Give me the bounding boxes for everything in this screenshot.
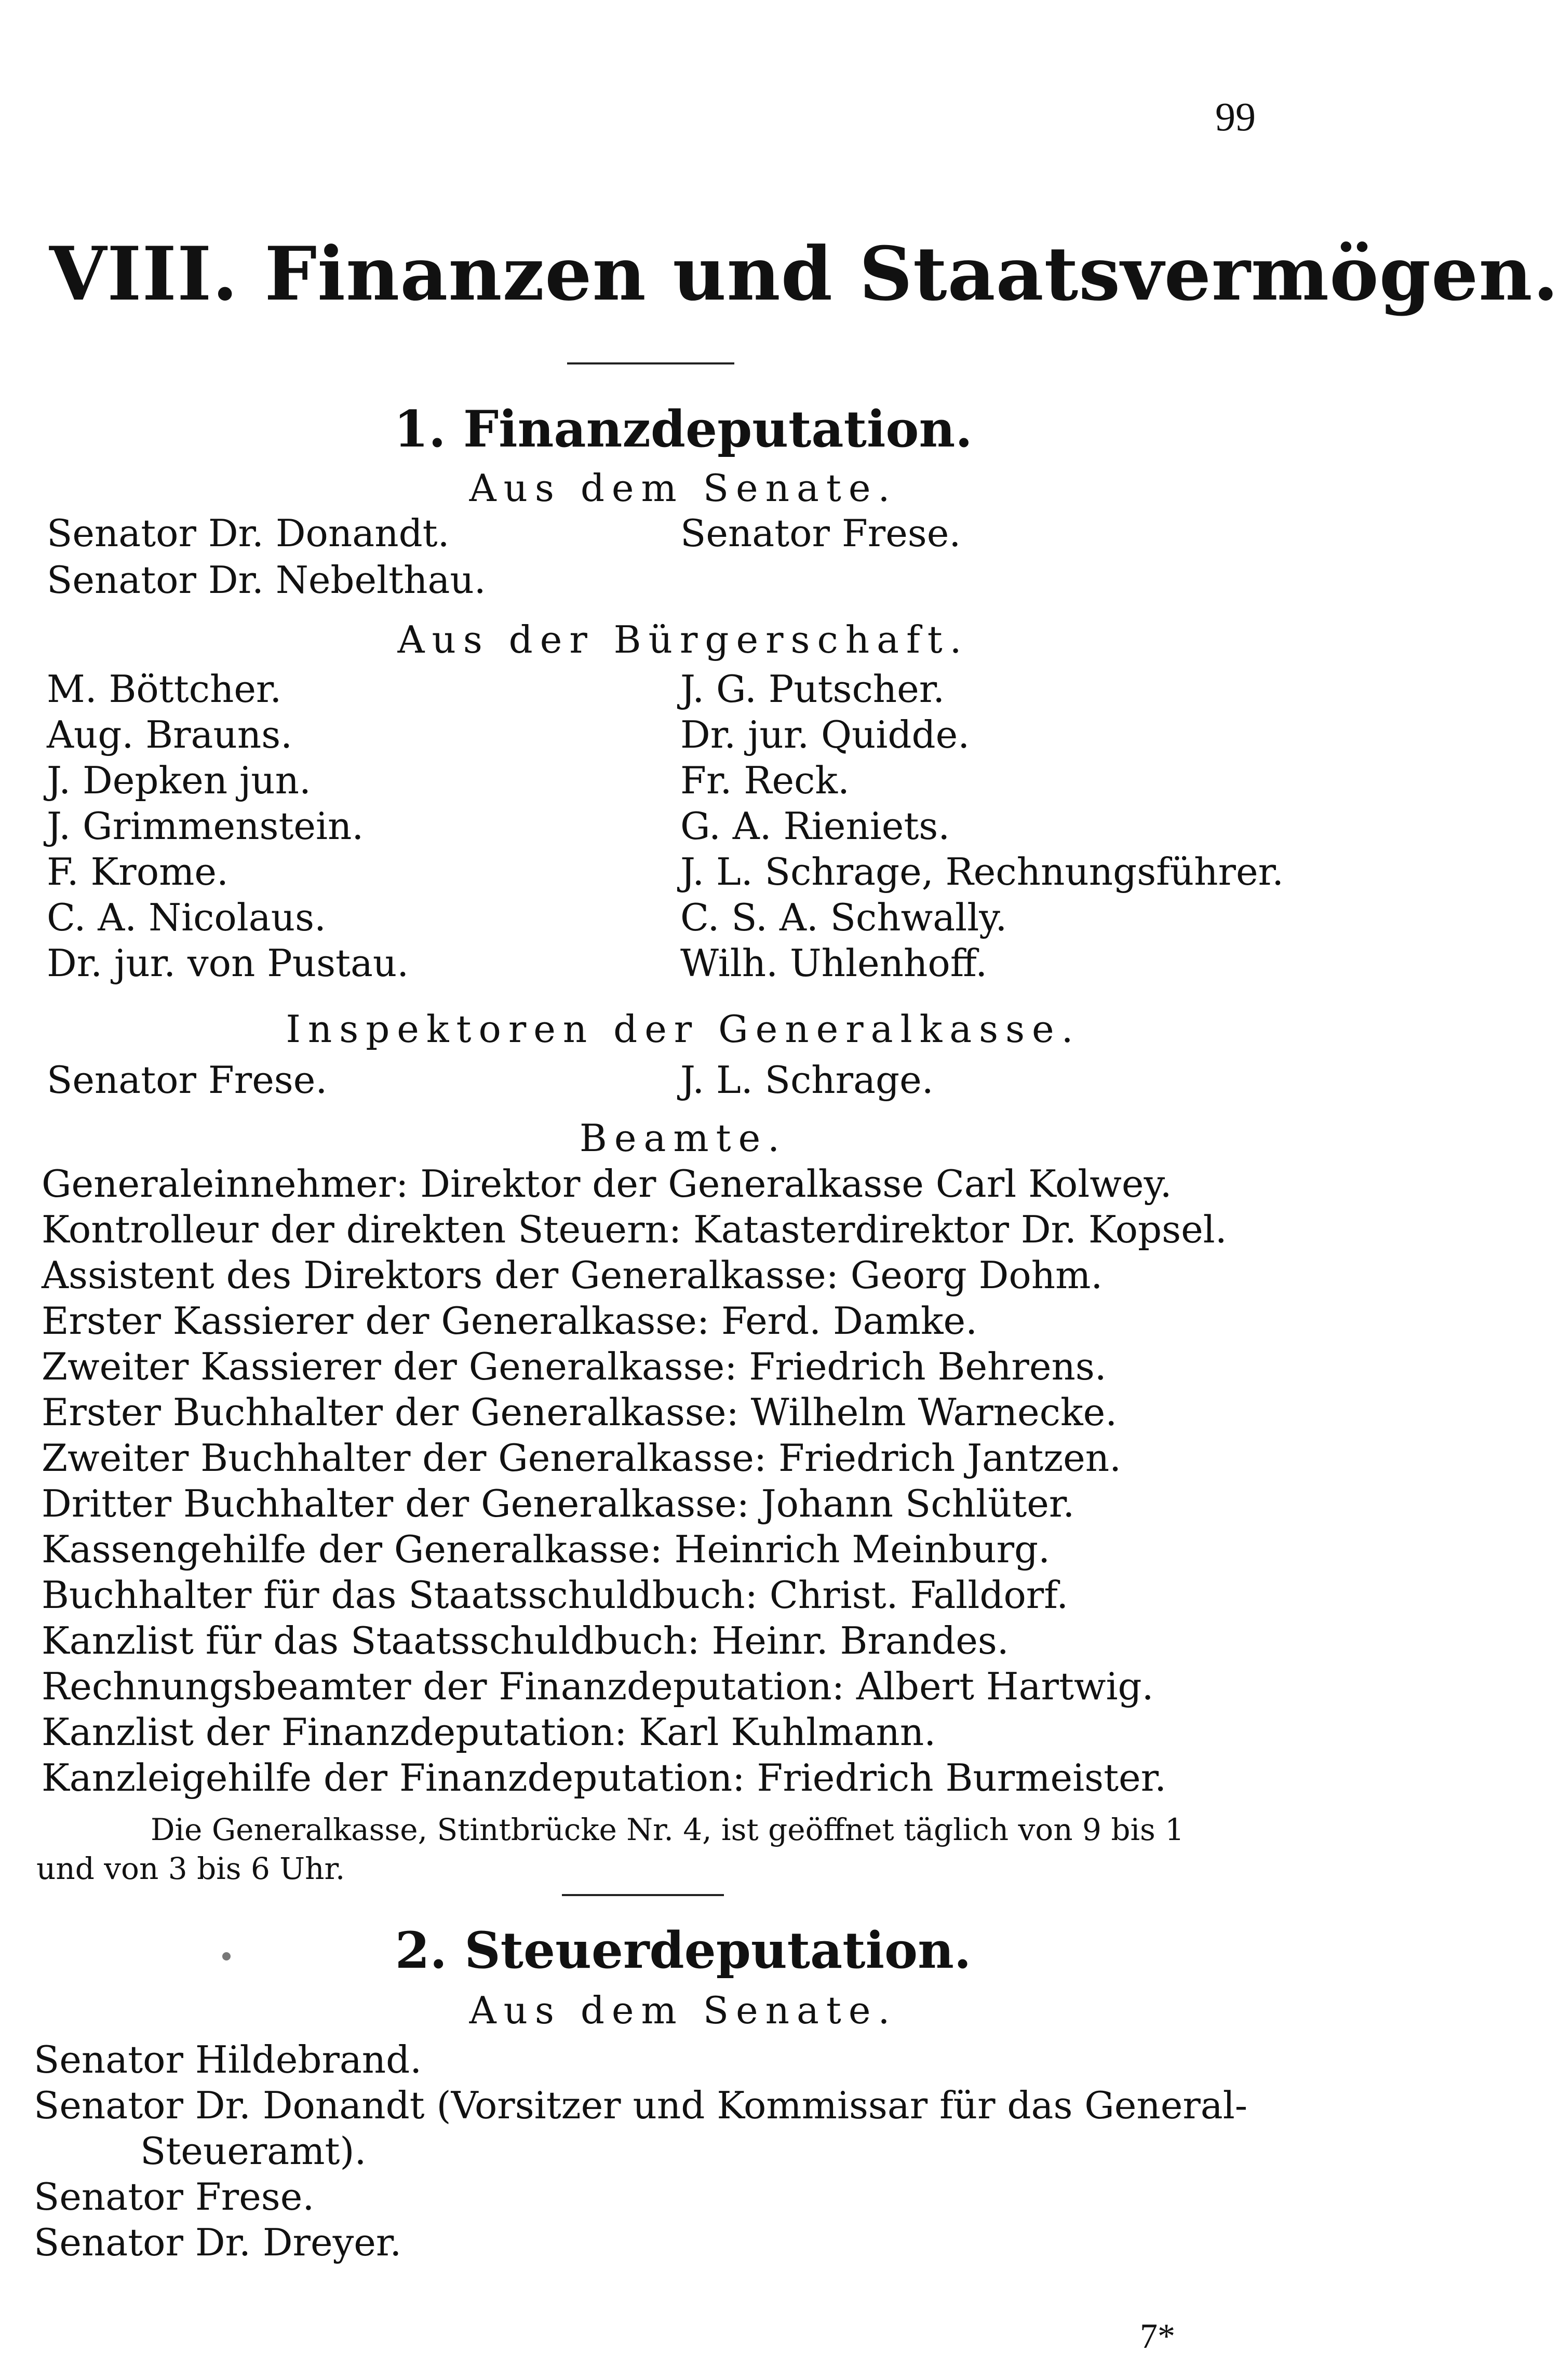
citizen-member: M. Böttcher. xyxy=(47,667,282,711)
official-entry: Kanzleigehilfe der Finanzdeputation: Friedrich Burmeister. xyxy=(42,1756,1167,1800)
senate-member: Senator Dr. Donandt. xyxy=(47,511,450,555)
official-entry: Erster Kassierer der Generalkasse: Ferd. Damke. xyxy=(42,1299,978,1343)
signature-mark: 7* xyxy=(1140,2316,1175,2356)
section1-citizens-heading: Aus der Bürgerschaft. xyxy=(397,618,969,661)
section1-officials-heading: Beamte. xyxy=(579,1116,787,1160)
chapter-title: VIII. Finanzen und Staatsvermögen. xyxy=(49,231,1559,317)
citizen-member: J. G. Putscher. xyxy=(680,667,945,711)
citizen-member: Aug. Brauns. xyxy=(47,713,293,756)
official-entry: Zweiter Kassierer der Generalkasse: Friedrich Behrens. xyxy=(42,1345,1107,1388)
section-divider xyxy=(562,1894,724,1896)
citizen-member: G. A. Rieniets. xyxy=(680,804,950,848)
official-entry: Kanzlist der Finanzdeputation: Karl Kuhlmann. xyxy=(42,1710,936,1754)
section2-heading: 2. Steuerdeputation. xyxy=(395,1921,972,1980)
official-entry: Generaleinnehmer: Direktor der Generalkasse Carl Kolwey. xyxy=(42,1162,1172,1206)
inspector-member: J. L. Schrage. xyxy=(680,1058,934,1102)
citizen-member: Fr. Reck. xyxy=(680,759,850,802)
section2-senate-heading: Aus dem Senate. xyxy=(469,1989,897,2032)
section1-heading: 1. Finanzdeputation. xyxy=(394,400,973,458)
opening-hours-note-continued: und von 3 bis 6 Uhr. xyxy=(36,1851,345,1886)
citizen-member: Wilh. Uhlenhoff. xyxy=(680,941,988,985)
official-entry: Erster Buchhalter der Generalkasse: Wilhelm Warnecke. xyxy=(42,1390,1118,1434)
official-entry: Rechnungsbeamter der Finanzdeputation: Albert Hartwig. xyxy=(42,1665,1154,1708)
citizen-member: F. Krome. xyxy=(47,850,229,894)
official-entry: Buchhalter für das Staatsschuldbuch: Christ. Falldorf. xyxy=(42,1573,1069,1617)
citizen-member: Dr. jur. von Pustau. xyxy=(47,941,409,985)
section1-senate-heading: Aus dem Senate. xyxy=(469,466,897,510)
section1-inspectors-heading: Inspektoren der Generalkasse. xyxy=(286,1007,1081,1051)
senate-member: Senator Dr. Nebelthau. xyxy=(47,558,486,602)
citizen-member: J. Depken jun. xyxy=(47,759,311,802)
page-number: 99 xyxy=(1215,94,1256,139)
official-entry: Kontrolleur der direkten Steuern: Katasterdirektor Dr. Kopsel. xyxy=(42,1208,1227,1251)
official-entry: Zweiter Buchhalter der Generalkasse: Friedrich Jantzen. xyxy=(42,1436,1121,1480)
official-entry: Dritter Buchhalter der Generalkasse: Johann Schlüter. xyxy=(42,1482,1075,1525)
citizen-member: J. Grimmenstein. xyxy=(47,804,364,848)
official-entry: Assistent des Direktors der Generalkasse: Georg Dohm. xyxy=(42,1253,1103,1297)
senate-member: Senator Frese. xyxy=(680,511,961,555)
steuer-member: Senator Frese. xyxy=(34,2175,315,2219)
citizen-member: C. S. A. Schwally. xyxy=(680,896,1007,939)
steuer-member: Senator Dr. Donandt (Vorsitzer und Kommissar für das General- xyxy=(34,2084,1248,2127)
opening-hours-note: Die Generalkasse, Stintbrücke Nr. 4, ist geöffnet täglich von 9 bis 1 xyxy=(151,1812,1185,1847)
steuer-member: Senator Dr. Dreyer. xyxy=(34,2221,402,2264)
citizen-member: J. L. Schrage, Rechnungsführer. xyxy=(680,850,1284,894)
citizen-member: Dr. jur. Quidde. xyxy=(680,713,970,756)
citizen-member: C. A. Nicolaus. xyxy=(47,896,326,939)
inspector-member: Senator Frese. xyxy=(47,1058,328,1102)
steuer-member: Senator Hildebrand. xyxy=(34,2038,422,2081)
official-entry: Kassengehilfe der Generalkasse: Heinrich Meinburg. xyxy=(42,1527,1050,1571)
title-divider xyxy=(567,362,734,364)
steuer-member-continued: Steueramt). xyxy=(140,2129,367,2173)
official-entry: Kanzlist für das Staatsschuldbuch: Heinr. Brandes. xyxy=(42,1619,1009,1662)
